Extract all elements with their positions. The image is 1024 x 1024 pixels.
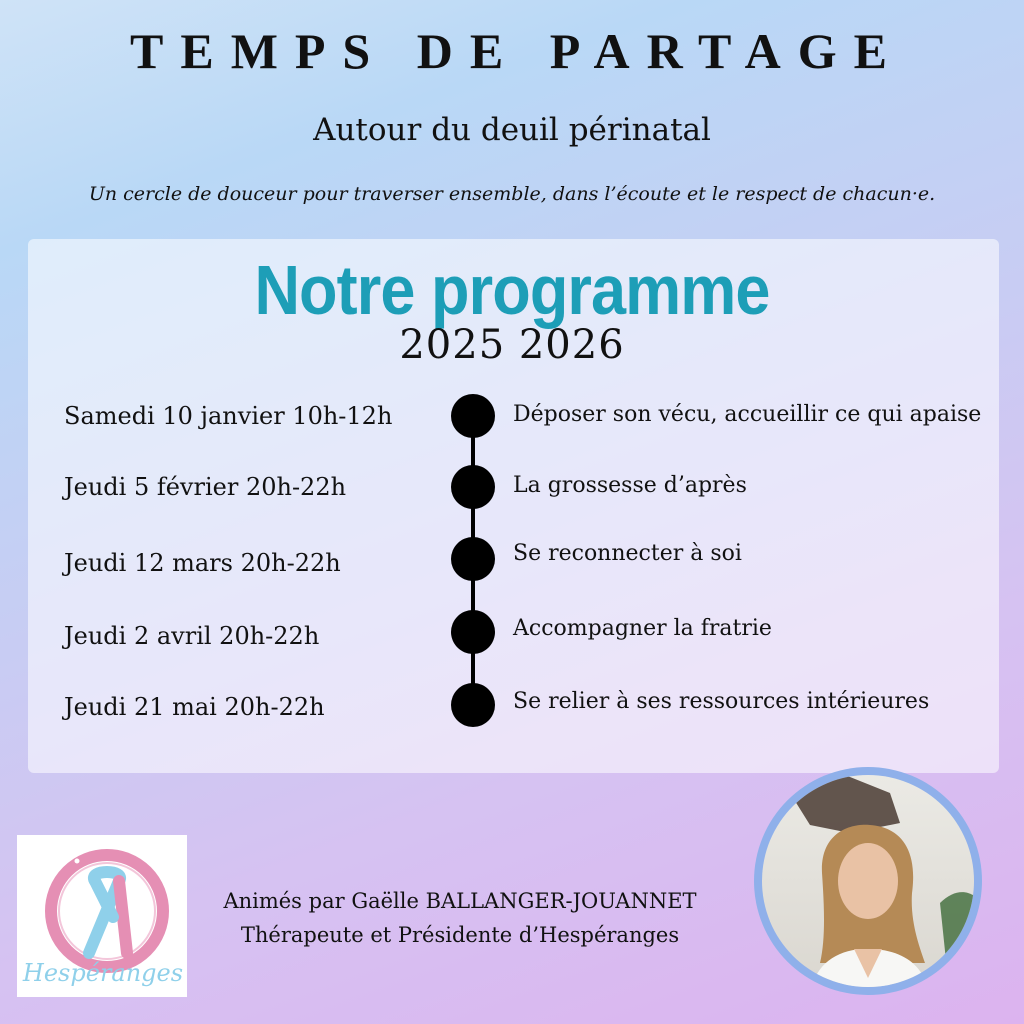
program-years: 2025 2026 (399, 322, 625, 368)
session-date: Jeudi 12 mars 20h-22h (64, 549, 341, 577)
presenter-name: Animés par Gaëlle BALLANGER-JOUANNET (223, 889, 697, 913)
timeline-dot-icon (451, 610, 495, 654)
program-title: Notre programme (254, 251, 770, 329)
presenter-photo (750, 763, 986, 999)
timeline-dot-icon (451, 394, 495, 438)
page-title: TEMPS DE PARTAGE (130, 23, 904, 79)
session-date: Jeudi 5 février 20h-22h (64, 473, 347, 501)
session-topic: Se relier à ses ressources intérieures (513, 689, 930, 714)
presenter-role: Thérapeute et Présidente d’Hespéranges (240, 923, 680, 947)
session-date: Samedi 10 janvier 10h-12h (64, 402, 393, 430)
session-row (0, 683, 1024, 731)
session-date: Jeudi 2 avril 20h-22h (64, 622, 320, 650)
awareness-ribbon-icon (17, 835, 187, 997)
session-row (0, 537, 1024, 585)
timeline-dot-icon (451, 537, 495, 581)
page-subtitle: Autour du deuil périnatal (313, 112, 711, 148)
session-row (0, 610, 1024, 658)
tagline: Un cercle de douceur pour traverser ensemble, dans l’écoute et le respect de chacun·e. (88, 183, 936, 205)
session-row (0, 394, 1024, 442)
session-date: Jeudi 21 mai 20h-22h (64, 693, 325, 721)
hesperanges-logo (17, 835, 187, 997)
timeline-dot-icon (451, 465, 495, 509)
session-topic: Se reconnecter à soi (513, 541, 742, 566)
presenter-info (190, 884, 730, 952)
timeline-dot-icon (451, 683, 495, 727)
session-topic: Déposer son vécu, accueillir ce qui apaise (513, 402, 982, 427)
logo-lettering: Hespéranges (22, 959, 184, 987)
session-topic: Accompagner la fratrie (513, 616, 772, 641)
session-topic: La grossesse d’après (513, 473, 747, 498)
session-row (0, 465, 1024, 513)
